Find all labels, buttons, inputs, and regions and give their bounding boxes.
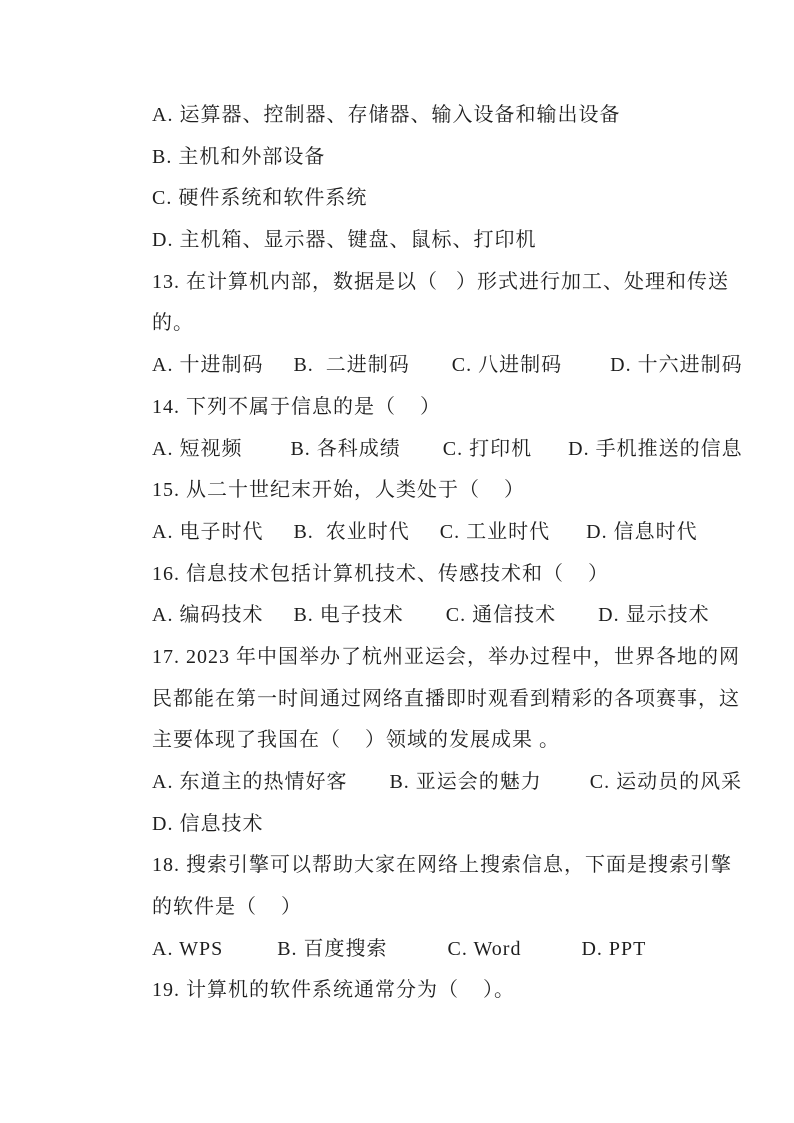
question-14-stem: 14. 下列不属于信息的是（ ）	[152, 395, 441, 418]
question-17-options-row-2: D. 信息技术	[152, 812, 264, 835]
question-17-stem-line-2: 民都能在第一时间通过网络直播即时观看到精彩的各项赛事，这	[152, 687, 740, 710]
question-15-options-row: A. 电子时代 B. 农业时代 C. 工业时代 D. 信息时代	[152, 520, 698, 543]
question-13-stem-line-1: 13. 在计算机内部，数据是以（ ）形式进行加工、处理和传送	[152, 270, 729, 293]
question-14-options-row: A. 短视频 B. 各科成绩 C. 打印机 D. 手机推送的信息	[152, 437, 743, 460]
question-17-stem-line-3: 主要体现了我国在（ ）领域的发展成果 。	[152, 729, 560, 752]
question-19-stem: 19. 计算机的软件系统通常分为（ ）。	[152, 979, 515, 1002]
question-13-options-row: A. 十进制码 B. 二进制码 C. 八进制码 D. 十六进制码	[152, 354, 743, 377]
exam-text-block	[152, 95, 752, 1012]
question-18-options-row: A. WPS B. 百度搜索 C. Word D. PPT	[152, 937, 647, 960]
question-17-stem-line-1: 17. 2023 年中国举办了杭州亚运会，举办过程中，世界各地的网	[152, 645, 740, 668]
question-17-options-row-1: A. 东道主的热情好客 B. 亚运会的魅力 C. 运动员的风采	[152, 771, 743, 793]
question-13-stem-line-2: 的。	[152, 312, 194, 335]
question-15-stem: 15. 从二十世纪末开始，人类处于（ ）	[152, 479, 525, 502]
question-12-option-b: B. 主机和外部设备	[152, 145, 326, 168]
question-18-stem-line-1: 18. 搜索引擎可以帮助大家在网络上搜索信息，下面是搜索引擎	[152, 854, 732, 877]
question-12-option-c: C. 硬件系统和软件系统	[152, 187, 368, 210]
question-12-option-d: D. 主机箱、显示器、键盘、鼠标、打印机	[152, 229, 537, 252]
question-16-options-row: A. 编码技术 B. 电子技术 C. 通信技术 D. 显示技术	[152, 604, 710, 627]
question-12-option-a: A. 运算器、控制器、存储器、输入设备和输出设备	[152, 104, 621, 126]
question-16-stem: 16. 信息技术包括计算机技术、传感技术和（ ）	[152, 562, 609, 585]
question-18-stem-line-2: 的软件是（ ）	[152, 896, 302, 919]
